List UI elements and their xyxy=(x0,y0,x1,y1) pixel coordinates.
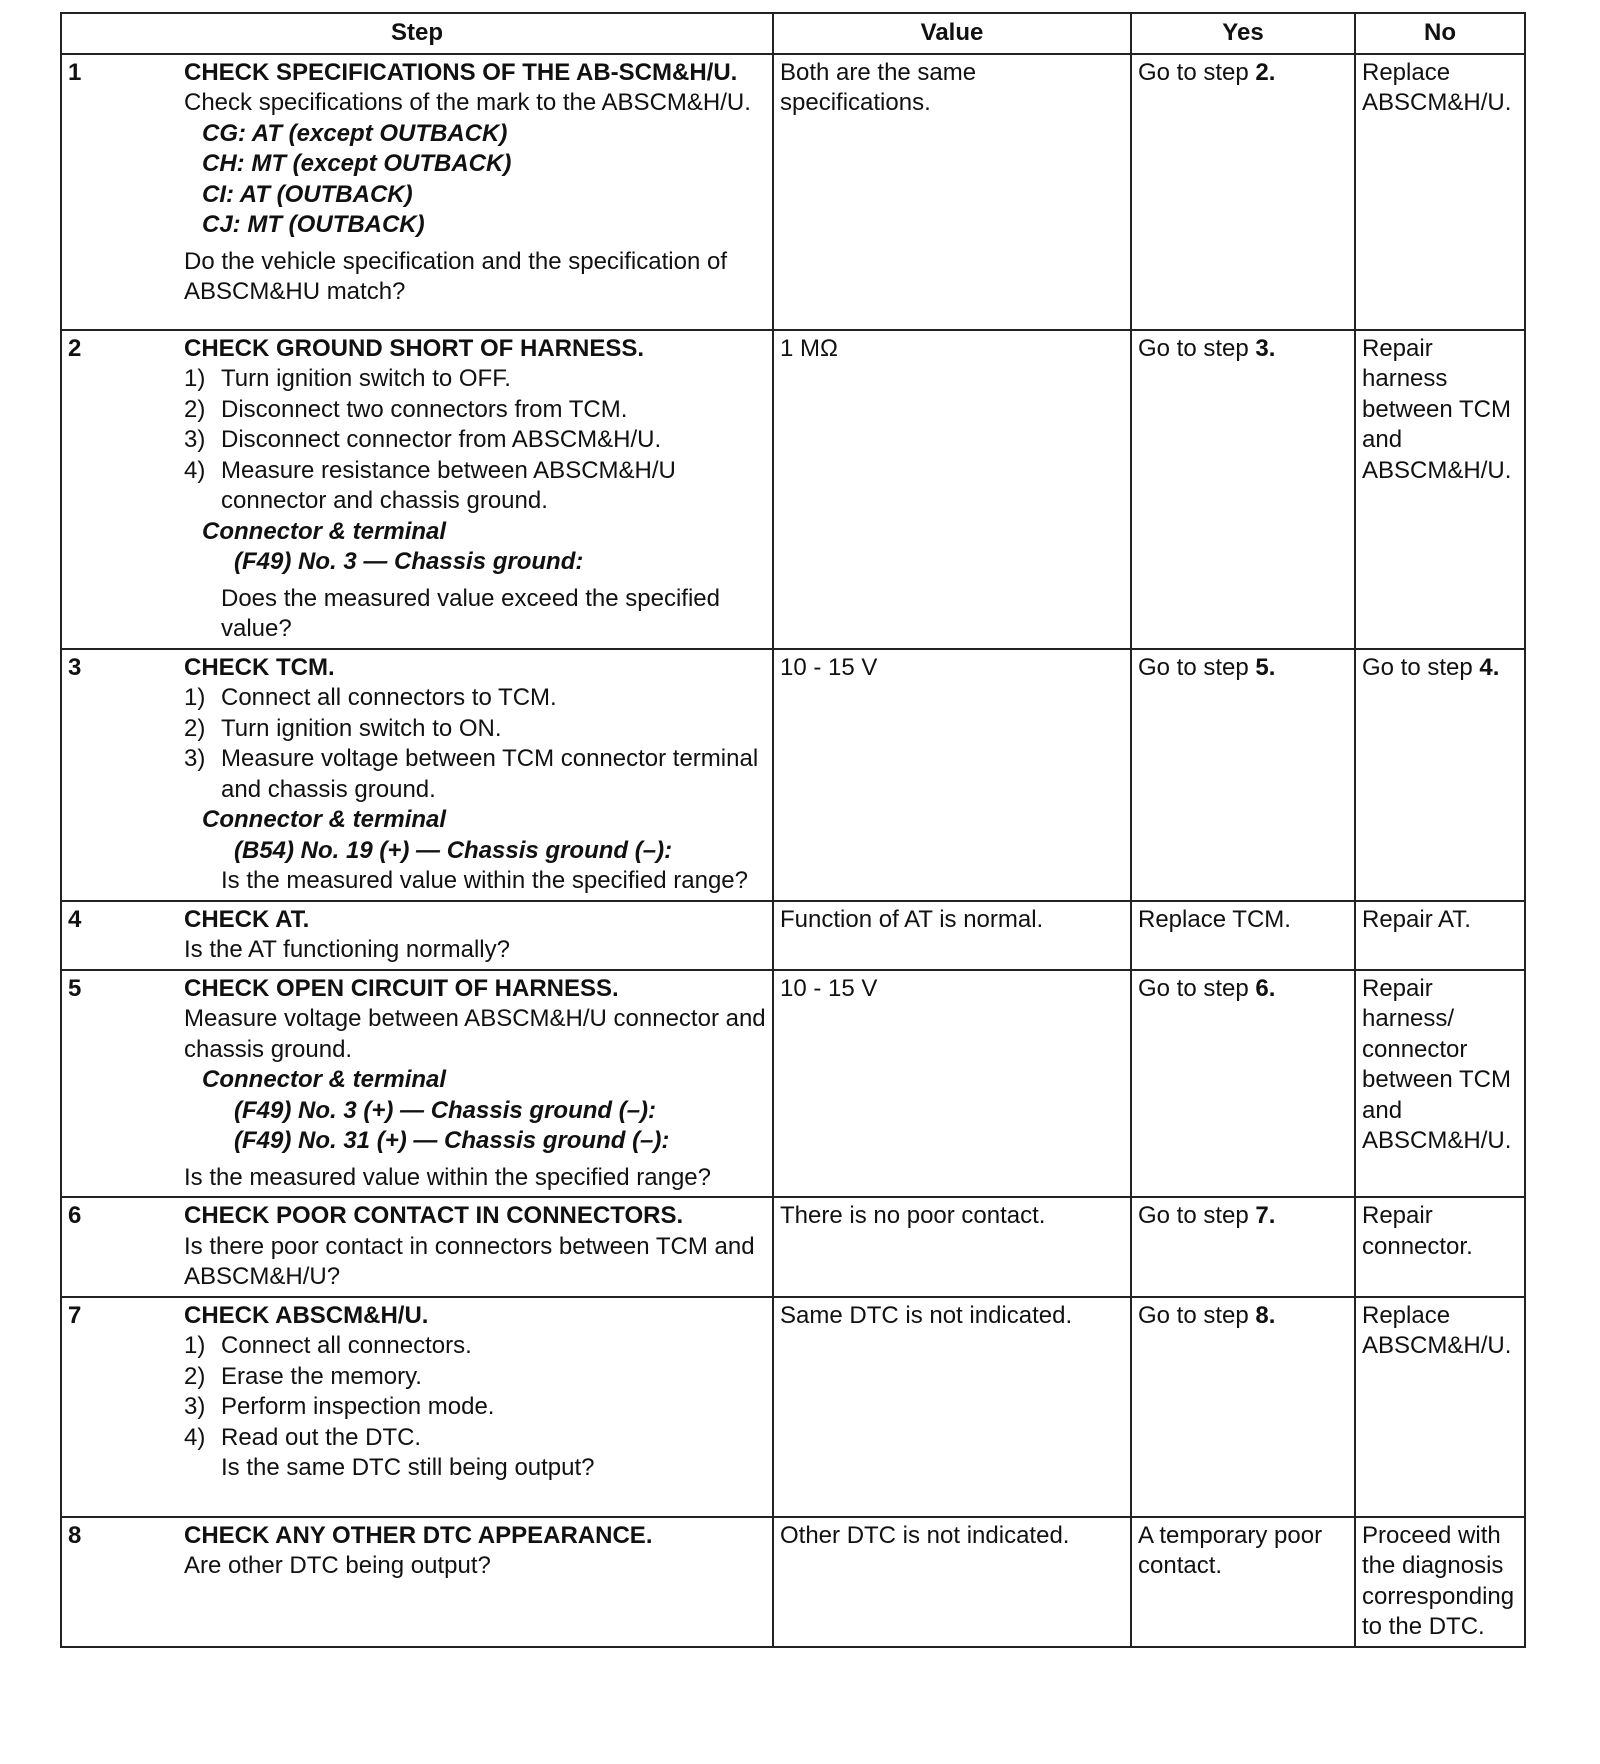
table-row xyxy=(61,649,1525,901)
item-number: 3) xyxy=(184,745,206,772)
step-question: Is the same DTC still being output? xyxy=(221,1454,595,1481)
item-text: Connect all connectors. xyxy=(221,1332,472,1359)
no-cell: Proceed with the diagnosis corresponding to the DTC. xyxy=(1355,1517,1525,1647)
step-number: 1 xyxy=(68,58,82,86)
no-step: 4. xyxy=(1479,653,1500,681)
item-number: 4) xyxy=(184,1423,206,1451)
step-number: 7 xyxy=(68,1301,82,1329)
table-row xyxy=(61,1297,1525,1517)
yes-step: 7. xyxy=(1255,1202,1276,1229)
step-number: 8 xyxy=(68,1521,82,1549)
step-cell xyxy=(61,1517,773,1647)
no-text: Go to step xyxy=(1362,653,1480,681)
yes-cell: A temporary poor contact. xyxy=(1131,1517,1355,1647)
table-row xyxy=(61,54,1525,330)
table-row xyxy=(61,330,1525,649)
value-cell: 10 - 15 V xyxy=(773,649,1131,901)
item-number: 1) xyxy=(184,1332,206,1359)
item-number: 4) xyxy=(184,456,206,484)
yes-cell xyxy=(1131,1197,1355,1297)
connector-line: (B54) No. 19 (+) — Chassis ground (–): xyxy=(234,836,673,864)
no-cell xyxy=(1355,649,1525,901)
connector-line: (F49) No. 3 — Chassis ground: xyxy=(234,548,584,575)
value-cell: 10 - 15 V xyxy=(773,970,1131,1198)
procedure-item xyxy=(184,395,766,426)
procedure-item xyxy=(184,364,766,395)
spec-line: CH: MT (except OUTBACK) xyxy=(202,150,512,177)
connector-label: Connector & terminal xyxy=(202,806,447,833)
yes-cell: Replace TCM. xyxy=(1131,901,1355,970)
yes-text: Go to step xyxy=(1138,1301,1256,1329)
step-number: 5 xyxy=(68,974,82,1002)
header-step: Step xyxy=(61,13,773,54)
item-text: Perform inspection mode. xyxy=(221,1393,495,1420)
procedure-item xyxy=(184,744,766,805)
header-no: No xyxy=(1355,13,1525,54)
yes-step: 5. xyxy=(1255,653,1276,681)
step-cell xyxy=(61,1297,773,1517)
step-question: Are other DTC being output? xyxy=(184,1552,491,1579)
yes-cell xyxy=(1131,970,1355,1198)
step-cell xyxy=(61,901,773,970)
procedure-item xyxy=(184,456,766,517)
header-value: Value xyxy=(773,13,1131,54)
connector-label: Connector & terminal xyxy=(202,517,447,545)
item-text: Turn ignition switch to ON. xyxy=(221,714,502,742)
no-cell: Replace ABSCM&H/U. xyxy=(1355,54,1525,330)
item-number: 2) xyxy=(184,1362,206,1390)
item-number: 1) xyxy=(184,684,206,711)
procedure-item xyxy=(184,714,766,745)
diagnostic-table xyxy=(60,12,1526,1648)
procedure-item xyxy=(184,1362,766,1393)
procedure-item xyxy=(184,1392,766,1423)
value-cell: Other DTC is not indicated. xyxy=(773,1517,1131,1647)
step-intro: Check specifications of the mark to the ABSCM&H/U. xyxy=(184,89,751,116)
procedure-item xyxy=(184,1331,766,1362)
yes-cell xyxy=(1131,330,1355,649)
item-number: 2) xyxy=(184,395,206,423)
connector-label: Connector & terminal xyxy=(202,1066,447,1093)
yes-cell xyxy=(1131,1297,1355,1517)
item-text: Disconnect connector from ABSCM&H/U. xyxy=(221,426,662,453)
spec-line: CI: AT (OUTBACK) xyxy=(202,180,413,208)
item-number: 3) xyxy=(184,426,206,453)
item-text: Turn ignition switch to OFF. xyxy=(221,365,511,392)
step-question: Is the AT functioning normally? xyxy=(184,936,510,963)
item-text: Connect all connectors to TCM. xyxy=(221,684,557,711)
step-cell xyxy=(61,970,773,1198)
no-cell: Replace ABSCM&H/U. xyxy=(1355,1297,1525,1517)
spec-line: CG: AT (except OUTBACK) xyxy=(202,119,508,147)
yes-step: 2. xyxy=(1255,58,1276,86)
step-number: 2 xyxy=(68,334,82,362)
step-title: CHECK ABSCM&H/U. xyxy=(184,1301,429,1329)
table-row xyxy=(61,901,1525,970)
yes-text: Go to step xyxy=(1138,1202,1256,1229)
step-number: 6 xyxy=(68,1202,82,1229)
header-yes: Yes xyxy=(1131,13,1355,54)
table-row xyxy=(61,1197,1525,1297)
step-number: 4 xyxy=(68,905,82,933)
yes-cell xyxy=(1131,649,1355,901)
table-header xyxy=(61,13,1525,54)
table-row xyxy=(61,1517,1525,1647)
step-question: Is the measured value within the specified range? xyxy=(221,867,748,894)
item-number: 2) xyxy=(184,714,206,742)
step-question: Is there poor contact in connectors between TCM and ABSCM&H/U? xyxy=(184,1232,755,1290)
step-title: CHECK ANY OTHER DTC APPEARANCE. xyxy=(184,1521,653,1549)
step-number: 3 xyxy=(68,653,82,681)
connector-line: (F49) No. 3 (+) — Chassis ground (–): xyxy=(234,1096,657,1124)
value-cell: 1 MΩ xyxy=(773,330,1131,649)
yes-text: Go to step xyxy=(1138,653,1256,681)
step-question: Is the measured value within the specified range? xyxy=(184,1163,711,1191)
item-text: Measure voltage between TCM connector terminal and chassis ground. xyxy=(221,745,759,803)
item-number: 1) xyxy=(184,365,206,392)
procedure-item xyxy=(184,425,766,456)
yes-step: 8. xyxy=(1255,1301,1276,1329)
value-cell: There is no poor contact. xyxy=(773,1197,1131,1297)
no-cell: Repair harness/ connector between TCM and ABSCM&H/U. xyxy=(1355,970,1525,1198)
step-title: CHECK OPEN CIRCUIT OF HARNESS. xyxy=(184,974,619,1002)
item-number: 3) xyxy=(184,1393,206,1420)
no-cell: Repair connector. xyxy=(1355,1197,1525,1297)
procedure-item xyxy=(184,1423,766,1454)
table-row xyxy=(61,970,1525,1198)
step-title: CHECK SPECIFICATIONS OF THE AB-SCM&H/U. xyxy=(184,58,738,86)
no-cell: Repair AT. xyxy=(1355,901,1525,970)
no-cell: Repair harness between TCM and ABSCM&H/U. xyxy=(1355,330,1525,649)
header-row xyxy=(61,13,1525,54)
value-cell: Same DTC is not indicated. xyxy=(773,1297,1131,1517)
yes-step: 3. xyxy=(1255,334,1276,362)
item-text: Erase the memory. xyxy=(221,1362,422,1390)
item-text: Measure resistance between ABSCM&H/U connector and chassis ground. xyxy=(221,456,676,514)
value-cell: Both are the same specifications. xyxy=(773,54,1131,330)
yes-text: Go to step xyxy=(1138,334,1256,362)
step-title: CHECK POOR CONTACT IN CONNECTORS. xyxy=(184,1202,684,1229)
connector-line: (F49) No. 31 (+) — Chassis ground (–): xyxy=(234,1127,670,1154)
value-cell: Function of AT is normal. xyxy=(773,901,1131,970)
item-text: Disconnect two connectors from TCM. xyxy=(221,395,628,423)
yes-text: Go to step xyxy=(1138,58,1256,86)
step-cell xyxy=(61,649,773,901)
procedure-item xyxy=(184,683,766,714)
step-question: Does the measured value exceed the specified value? xyxy=(221,584,720,642)
step-intro: Measure voltage between ABSCM&H/U connector and chassis ground. xyxy=(184,1005,766,1063)
step-question: Do the vehicle specification and the specification of ABSCM&HU match? xyxy=(184,247,727,305)
step-title: CHECK AT. xyxy=(184,905,310,933)
step-cell xyxy=(61,54,773,330)
yes-text: Go to step xyxy=(1138,974,1256,1002)
step-title: CHECK TCM. xyxy=(184,653,335,681)
step-title: CHECK GROUND SHORT OF HARNESS. xyxy=(184,334,645,362)
step-cell xyxy=(61,330,773,649)
spec-line: CJ: MT (OUTBACK) xyxy=(202,211,425,238)
yes-step: 6. xyxy=(1255,974,1276,1002)
item-text: Read out the DTC. xyxy=(221,1423,422,1451)
step-cell xyxy=(61,1197,773,1297)
yes-cell xyxy=(1131,54,1355,330)
